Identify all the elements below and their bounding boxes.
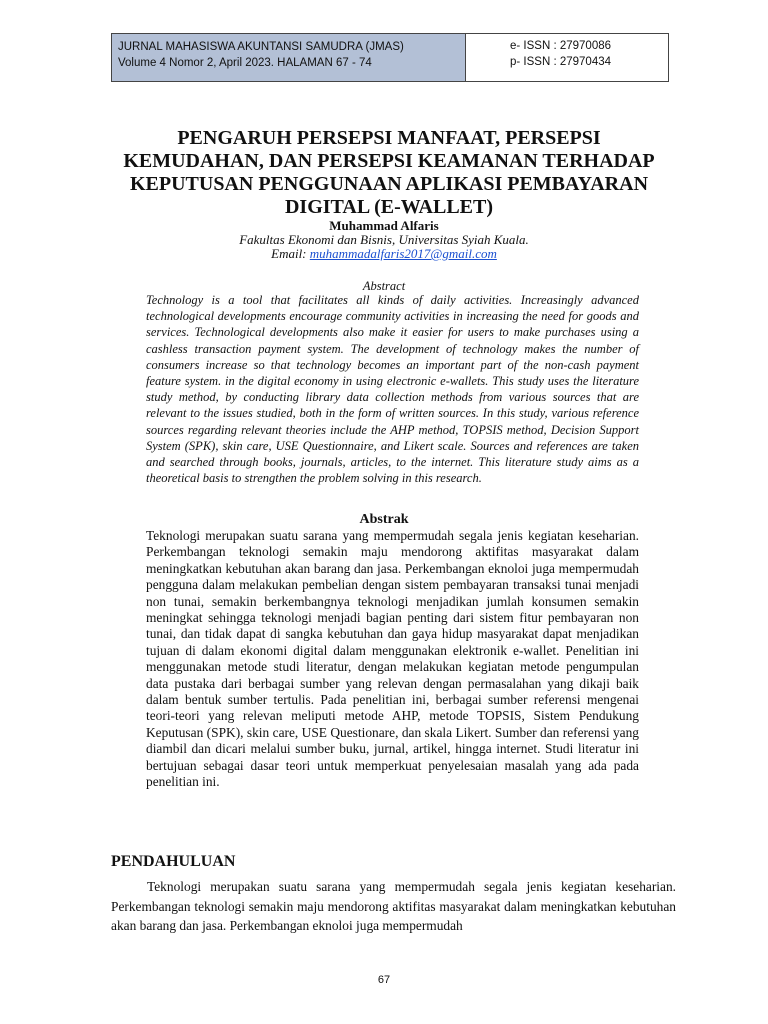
abstract-english-text: Technology is a tool that facilitates all kinds of daily activities. Increasingly advanced technological developments encourage community activities in increasing the need for goods and services. Technological developments also make it easier for users to make purchases using a cashless transaction payment system. The development of technology makes the number of consumers increase so that technology becomes an important part of the non-cash payment feature system. in the digital economy in using electronic e-wallets. This study uses the literature study method, by conducting library data collection methods from various sources that are relevant to the issues studied, both in the form of written sources. In this study, various reference sources regarding relevant theories include the AHP method, TOPSIS method, Decision Support System (SPK), skin care, USE Questionnaire, and Likert scale. Sources and references are taken and searched through books, journals, articles, to the internet. This literature study aims as a theoretical basis to strengthen the problem solving in this research. <box>146 293 639 486</box>
section-heading-pendahuluan: PENDAHULUAN <box>111 853 236 870</box>
p-issn: p- ISSN : 27970434 <box>510 56 612 68</box>
abstrak-indonesian-text: Teknologi merupakan suatu sarana yang mempermudah segala jenis kegiatan keseharian. Perkembangan teknologi semakin maju mendorong aktifitas masyarakat dalam meningkatkan kebutuhan akan barang dan jasa. Perkembangan eknoloi juga mempermudah pengguna dalam melakukan pembelian dengan sistem pembayaran transaksi tunai menjadi non tunai, semakin berkembangnya teknologi menjadikan jumlah konsumen semakin meningkat sehingga teknologi menjadi bagian penting dari sistem fitur pembayaran non tunai, dan tidak dapat di sangka kebutuhan dan gaya hidup masyarakat dapat menjadikan tujuan di dalam ekonomi digital dalam menggunakan elektronik e-wallet. Penelitian ini menggunakan metode studi literatur, dengan melakukan kegiatan metode pengumpulan data pustaka dari berbagai sumber yang relevan dengan permasalahan yang dikaji baik dalam bentuk sumber tertulis. Pada penelitian ini, berbagai sumber referensi mengenai teori-teori yang relevan meliputi metode AHP, metode TOPSIS, Sistem Pendukung Keputusan (SPK), skin care, USE Questionare, dan skala Likert. Sumber dan referensi yang diambil dan dicari melalui sumber buku, jurnal, artikel, hingga internet. Studi literatur ini bertujuan sebagai dasar teori untuk memperkuat penyelesaian masalah yang ada pada penelitian ini. <box>146 528 639 790</box>
e-issn: e- ISSN : 27970086 <box>510 40 612 52</box>
journal-info-cell <box>112 34 466 81</box>
page-number: 67 <box>377 974 391 986</box>
section-body-paragraph: Teknologi merupakan suatu sarana yang mempermudah segala jenis kegiatan keseharian. Perkembangan teknologi semakin maju mendorong aktifitas masyarakat dalam meningkatkan kebutuhan akan barang dan jasa. Perkembangan eknoloi juga mempermudah <box>111 879 676 933</box>
email-label: Email: <box>271 246 307 261</box>
journal-header-box <box>111 33 669 82</box>
author-affiliation: Fakultas Ekonomi dan Bisnis, Universitas Syiah Kuala. <box>239 232 529 247</box>
issn-cell <box>466 34 668 81</box>
email-link[interactable]: muhammadalfaris2017@gmail.com <box>309 246 497 261</box>
paper-title: PENGARUH PERSEPSI MANFAAT, PERSEPSI KEMUDAHAN, DAN PERSEPSI KEAMANAN TERHADAP KEPUTUSAN PENGGUNAAN APLIKASI PEMBAYARAN DIGITAL (E-WALLET) <box>123 127 655 218</box>
volume-info: Volume 4 Nomor 2, April 2023. HALAMAN 67 - 74 <box>118 57 372 69</box>
journal-name: JURNAL MAHASISWA AKUNTANSI SAMUDRA (JMAS) <box>118 41 404 53</box>
author-name: Muhammad Alfaris <box>329 218 439 233</box>
abstrak-heading: Abstrak <box>359 512 409 527</box>
author-email-line <box>0 246 768 262</box>
abstract-heading: Abstract <box>362 279 406 293</box>
